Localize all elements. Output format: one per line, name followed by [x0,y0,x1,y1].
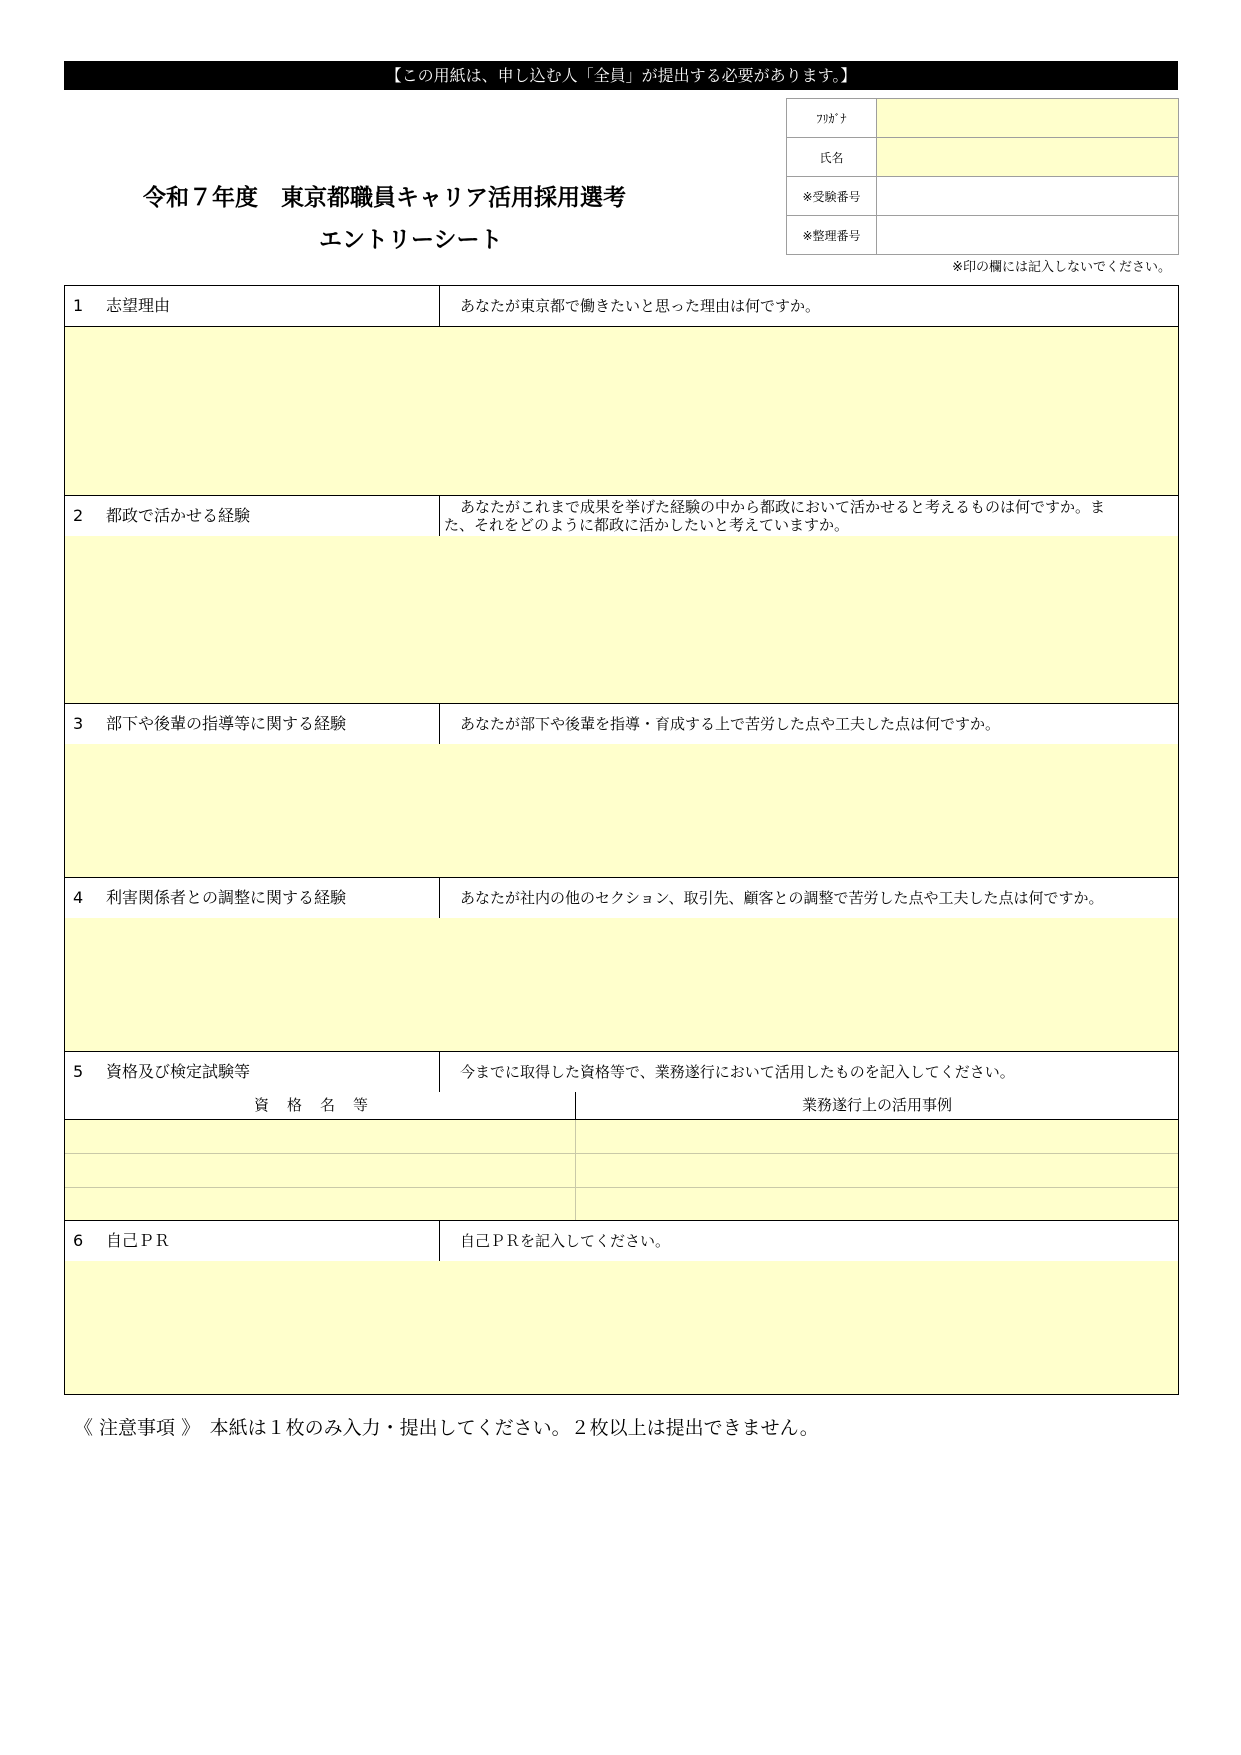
reference-number-field [877,216,1179,255]
applicant-id-box [786,98,1179,255]
section-2-question-line2: た、それをどのように都政に活かしたいと考えていますか。 [444,516,850,534]
name-label: 氏名 [787,138,877,177]
qualification-row [65,1154,1178,1188]
qualification-usage-cell[interactable] [575,1188,1178,1220]
section-5-header [65,1051,1178,1093]
reference-number-label: ※整理番号 [787,216,877,255]
section-6-header [65,1220,1178,1262]
section-3-answer[interactable] [65,744,1178,877]
qualifications-table-header [65,1092,1178,1120]
section-1-answer[interactable] [65,327,1178,495]
footer-note: 《 注意事項 》 本紙は１枚のみ入力・提出してください。２枚以上は提出できません。 [74,1417,819,1439]
page-subtitle: エントリーシート [319,227,503,253]
section-1-header [65,286,1178,327]
section-5-question: 今までに取得した資格等で、業務遂行において活用したものを記入してください。 [439,1052,1177,1092]
section-3-number: 3 [73,714,84,733]
qualification-usage-cell[interactable] [575,1120,1178,1153]
qualification-name-cell[interactable] [65,1154,575,1187]
section-2-number: 2 [73,506,84,525]
qualification-name-column-header: 資格名等 [253,1096,386,1114]
section-2-question-line1: あなたがこれまで成果を挙げた経験の中から都政において活かせると考えるものは何ですか。ま [460,498,1106,516]
section-1-number: 1 [73,296,84,315]
exam-number-field [877,177,1179,216]
section-5-title: 資格及び検定試験等 [106,1062,251,1081]
section-6-title: 自己ＰＲ [106,1231,171,1250]
section-4-number: 4 [73,888,84,907]
section-3-title: 部下や後輩の指導等に関する経験 [106,714,347,733]
section-6-question: 自己ＰＲを記入してください。 [439,1221,1177,1261]
furigana-field[interactable] [877,99,1179,138]
section-5-number: 5 [73,1062,84,1081]
section-3-question: あなたが部下や後輩を指導・育成する上で苦労した点や工夫した点は何ですか。 [439,704,1177,744]
page-title: 令和７年度 東京都職員キャリア活用採用選考 [143,185,626,211]
section-4-header [65,877,1178,919]
section-2-answer[interactable] [65,536,1178,703]
qualification-name-cell[interactable] [65,1188,575,1220]
section-1-question: あなたが東京都で働きたいと思った理由は何ですか。 [439,286,1177,326]
section-1-title: 志望理由 [106,296,171,315]
section-4-question: あなたが社内の他のセクション、取引先、顧客との調整で苦労した点や工夫した点は何ですか。 [439,878,1177,918]
furigana-label: ﾌﾘｶﾞﾅ [787,99,877,138]
name-field[interactable] [877,138,1179,177]
qualification-usage-cell[interactable] [575,1154,1178,1187]
banner: 【この用紙は、申し込む人「全員」が提出する必要があります。】 [64,61,1178,90]
qualification-usage-column-header: 業務遂行上の活用事例 [575,1092,1178,1119]
qualification-row [65,1120,1178,1154]
section-2-header [65,495,1178,537]
qualification-row [65,1188,1178,1220]
section-6-number: 6 [73,1231,84,1250]
office-use-notice: ※印の欄には記入しないでください。 [952,260,1171,275]
section-6-answer[interactable] [65,1261,1178,1394]
section-2-title: 都政で活かせる経験 [106,506,251,525]
entry-sheet-form [64,285,1179,1395]
exam-number-label: ※受験番号 [787,177,877,216]
section-4-title: 利害関係者との調整に関する経験 [106,888,347,907]
qualification-name-cell[interactable] [65,1120,575,1153]
section-3-header [65,703,1178,745]
section-4-answer[interactable] [65,918,1178,1051]
section-2-question [439,496,1177,536]
